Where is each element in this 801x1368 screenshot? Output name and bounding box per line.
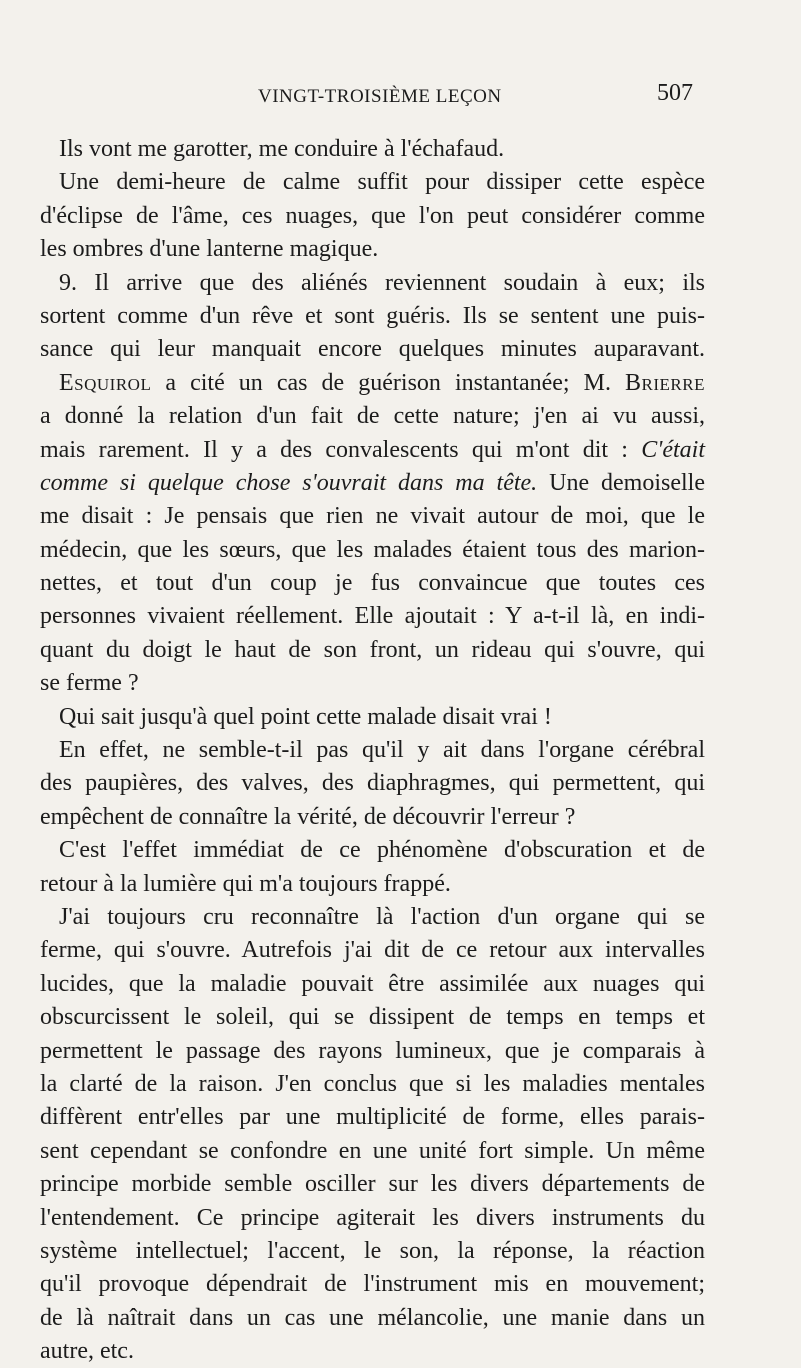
text-line: lucides, que la maladie pouvait être assimilée aux nuages qui [40,970,705,997]
text-line: système intellectuel; l'accent, le son, la réponse, la réaction [40,1237,705,1264]
text-line: ferme, qui s'ouvre. Autrefois j'ai dit de ce retour aux intervalles [40,937,705,964]
text-line: de là naîtrait dans un cas une mélancolie, une manie dans un [40,1304,705,1331]
body-text [40,133,705,1368]
author-name: Esquirol [59,369,152,396]
text-line: obscurcissent le soleil, qui se dissipent de temps en temps et [40,1004,705,1031]
text-line: diffèrent entr'elles par une multiplicité de forme, elles parais- [40,1104,705,1131]
text-line: sance qui leur manquait encore quelques minutes auparavant. [40,336,705,363]
text-line: la clarté de la raison. J'en conclus que si les maladies mentales [40,1070,705,1097]
page-header [0,80,801,116]
text-line: d'éclipse de l'âme, ces nuages, que l'on peut considérer comme [40,202,705,229]
italic-quote: C'était [641,436,705,463]
text-line: médecin, que les sœurs, que les malades étaient tous des marion- [40,536,705,563]
text-line [40,367,705,400]
text-line: les ombres d'une lanterne magique. [40,236,379,263]
text-line: C'est l'effet immédiat de ce phénomène d'obscuration et de [59,837,705,864]
text-line: quant du doigt le haut de son front, un rideau qui s'ouvre, qui [40,636,705,663]
text-line: J'ai toujours cru reconnaître là l'action d'un organe qui se [59,903,705,930]
text-line: sortent comme d'un rêve et sont guéris. Ils se sentent une puis- [40,302,705,329]
text-line: principe morbide semble osciller sur les divers départements de [40,1171,705,1198]
running-title: VINGT-TROISIÈME LEÇON [258,86,502,107]
text-segment: mais rarement. Il y a des convalescents qui m'ont dit : [40,436,642,463]
text-segment: Une demoiselle [537,469,705,496]
text-line: permettent le passage des rayons lumineux, que je comparais à [40,1037,705,1064]
text-line: Une demi-heure de calme suffit pour dissiper cette espèce [59,169,705,196]
text-line: Ils vont me garotter, me conduire à l'échafaud. [59,136,505,162]
text-line: sent cependant se confondre en une unité fort simple. Un même [40,1137,705,1164]
text-line: me disait : Je pensais que rien ne vivait autour de moi, que le [40,503,705,530]
text-line: empêchent de connaître la vérité, de découvrir l'erreur ? [40,803,576,830]
text-line: 9. Il arrive que des aliénés reviennent soudain à eux; ils [59,269,705,296]
author-name: Brierre [625,369,705,396]
text-line: qu'il provoque dépendrait de l'instrument mis en mouvement; [40,1271,705,1298]
text-line: Qui sait jusqu'à quel point cette malade disait vrai ! [59,703,552,730]
text-line: l'entendement. Ce principe agiterait les divers instruments du [40,1204,705,1231]
text-line: personnes vivaient réellement. Elle ajoutait : Y a-t-il là, en indi- [40,603,705,630]
italic-quote: comme si quelque chose s'ouvrait dans ma tête. [40,469,538,496]
text-line: nettes, et tout d'un coup je fus convaincue que toutes ces [40,570,705,597]
text-line: des paupières, des valves, des diaphragmes, qui permettent, qui [40,770,705,797]
text-line: autre, etc. [40,1338,134,1365]
text-line: En effet, ne semble-t-il pas qu'il y ait dans l'organe cérébral [59,737,705,764]
text-line: se ferme ? [40,670,139,697]
text-line [40,467,705,500]
text-segment: a cité un cas de guérison instantanée; M. [151,369,626,396]
text-line [40,434,705,467]
text-line: retour à la lumière qui m'a toujours frappé. [40,870,451,897]
page-number: 507 [657,80,693,106]
text-line: a donné la relation d'un fait de cette nature; j'en ai vu aussi, [40,403,705,430]
